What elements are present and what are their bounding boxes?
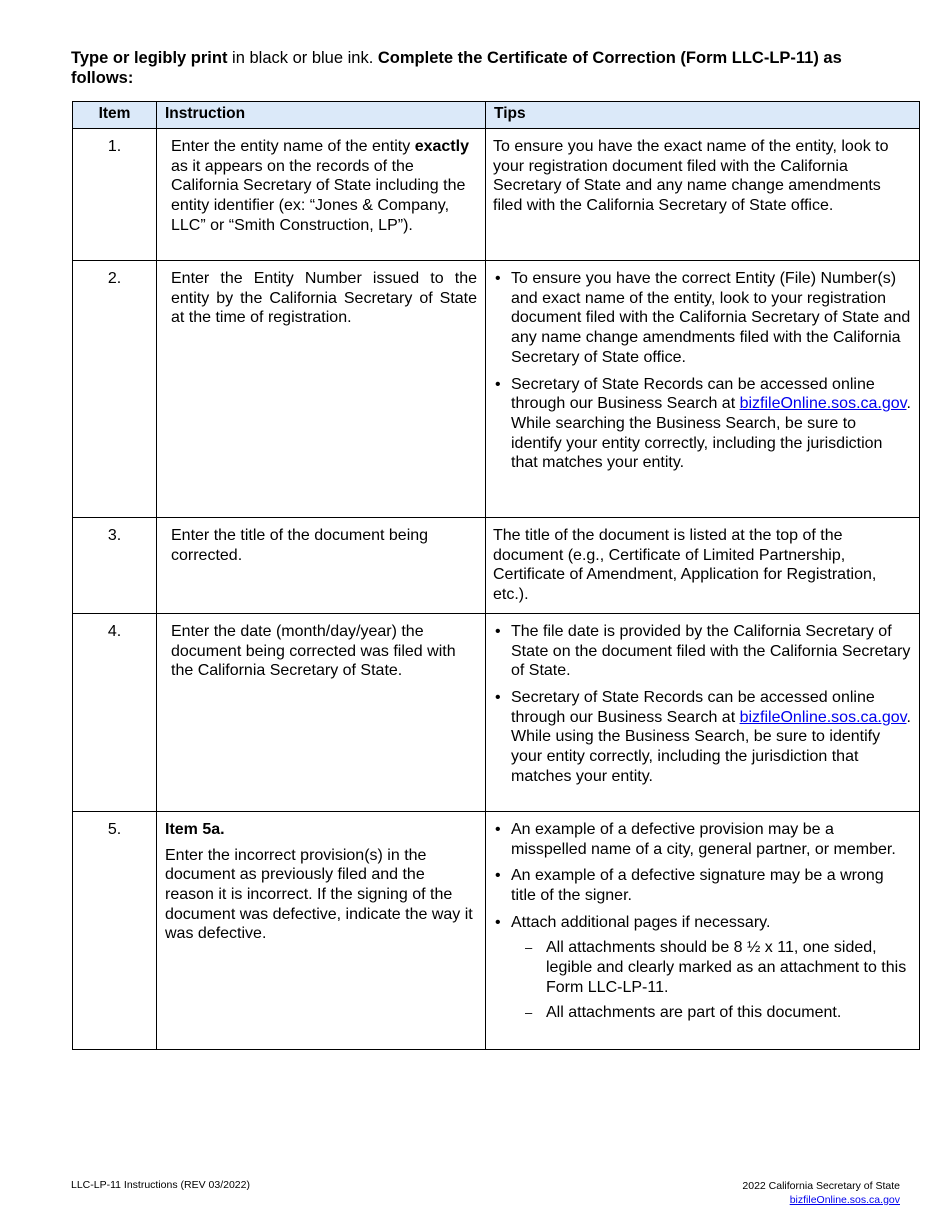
intro-bold-1: Type or legibly print bbox=[71, 49, 228, 67]
item-number: 4. bbox=[73, 613, 157, 811]
list-item: • To ensure you have the correct Entity (File) Number(s) and exact name of the entity, look to your registration document filed with the California Secretary of State and any name change amendments filed with the California Secretary of State office. bbox=[493, 269, 911, 368]
instructions-table bbox=[72, 101, 920, 1050]
tip-text: Attach additional pages if necessary. bbox=[511, 913, 771, 931]
table-row bbox=[73, 261, 920, 518]
intro-normal: in black or blue ink. bbox=[227, 49, 378, 67]
item-number: 2. bbox=[73, 261, 157, 518]
instruction-cell: Enter the date (month/day/year) the document being corrected was filed with the California Secretary of State. bbox=[157, 613, 486, 811]
instruction-heading: Item 5a. bbox=[165, 820, 225, 838]
item-number: 5. bbox=[73, 811, 157, 1049]
list-item bbox=[493, 688, 911, 787]
tips-cell: To ensure you have the exact name of the entity, look to your registration document filed with the California Secretary of State and any name change amendments filed with the California Secretary of State office. bbox=[486, 129, 920, 261]
intro-bold-2: Complete the Certificate of Correction (Form LLC-LP-11) as follows: bbox=[71, 49, 842, 87]
tip-text: . While searching the Business Search, be sure to identify your entity correctly, including the jurisdiction that matches your entity. bbox=[511, 395, 911, 472]
list-item bbox=[493, 913, 911, 1024]
header-instruction: Instruction bbox=[157, 102, 486, 129]
instruction-text: Enter the incorrect provision(s) in the document as previously filed and the reason it is incorrect. If the signing of the document was defective, indicate the way it was defective. bbox=[165, 846, 473, 943]
table-header-row bbox=[73, 102, 920, 129]
list-item: • The file date is provided by the California Secretary of State on the document filed with the California Secretary of State. bbox=[493, 622, 911, 681]
table-row bbox=[73, 613, 920, 811]
table-row bbox=[73, 129, 920, 261]
instruction-text: Enter the entity name of the entity bbox=[171, 138, 415, 155]
sub-list-item: – All attachments are part of this document. bbox=[511, 1003, 911, 1023]
list-item: • An example of a defective signature may be a wrong title of the signer. bbox=[493, 866, 911, 905]
item-number: 1. bbox=[73, 129, 157, 261]
bizfile-link[interactable]: bizfileOnline.sos.ca.gov bbox=[739, 395, 907, 413]
footer-right bbox=[742, 1179, 900, 1207]
instruction-cell bbox=[157, 811, 486, 1049]
footer-form-revision: LLC-LP-11 Instructions (REV 03/2022) bbox=[71, 1179, 250, 1191]
header-item: Item bbox=[73, 102, 157, 129]
tips-cell bbox=[486, 811, 920, 1049]
instruction-bold: exactly bbox=[414, 138, 469, 155]
table-row bbox=[73, 811, 920, 1049]
instruction-cell: Enter the title of the document being corrected. bbox=[157, 518, 486, 614]
header-tips: Tips bbox=[486, 102, 920, 129]
tip-text: Secretary of State Records can be accessed online through our Business Search at bbox=[511, 688, 875, 726]
bizfile-link[interactable]: bizfileOnline.sos.ca.gov bbox=[739, 708, 907, 726]
list-item: • An example of a defective provision may be a misspelled name of a city, general partner, or member. bbox=[493, 820, 911, 859]
tip-text: Secretary of State Records can be accessed online through our Business Search at bbox=[511, 375, 875, 413]
tips-cell bbox=[486, 613, 920, 811]
table-row bbox=[73, 518, 920, 614]
footer-copyright: 2022 California Secretary of State bbox=[742, 1180, 900, 1192]
tips-cell: The title of the document is listed at the top of the document (e.g., Certificate of Limited Partnership, Certificate of Amendment, Application for Registration, etc.). bbox=[486, 518, 920, 614]
instruction-cell bbox=[157, 129, 486, 261]
intro-text bbox=[71, 48, 901, 88]
sub-list-item: – All attachments should be 8 ½ x 11, one sided, legible and clearly marked as an attachment to this Form LLC-LP-11. bbox=[511, 938, 911, 997]
tip-text: . While using the Business Search, be sure to identify your entity correctly, including the jurisdiction that matches your entity. bbox=[511, 708, 911, 785]
list-item bbox=[493, 375, 911, 474]
tips-cell bbox=[486, 261, 920, 518]
item-number: 3. bbox=[73, 518, 157, 614]
instruction-text: as it appears on the records of the California Secretary of State including the entity identifier (ex: “Jones & Company, LLC” or “Smith Construction, LP”). bbox=[171, 157, 466, 234]
instruction-cell: Enter the Entity Number issued to the entity by the California Secretary of State at the time of registration. bbox=[157, 261, 486, 518]
footer-bizfile-link[interactable]: bizfileOnline.sos.ca.gov bbox=[789, 1194, 900, 1206]
